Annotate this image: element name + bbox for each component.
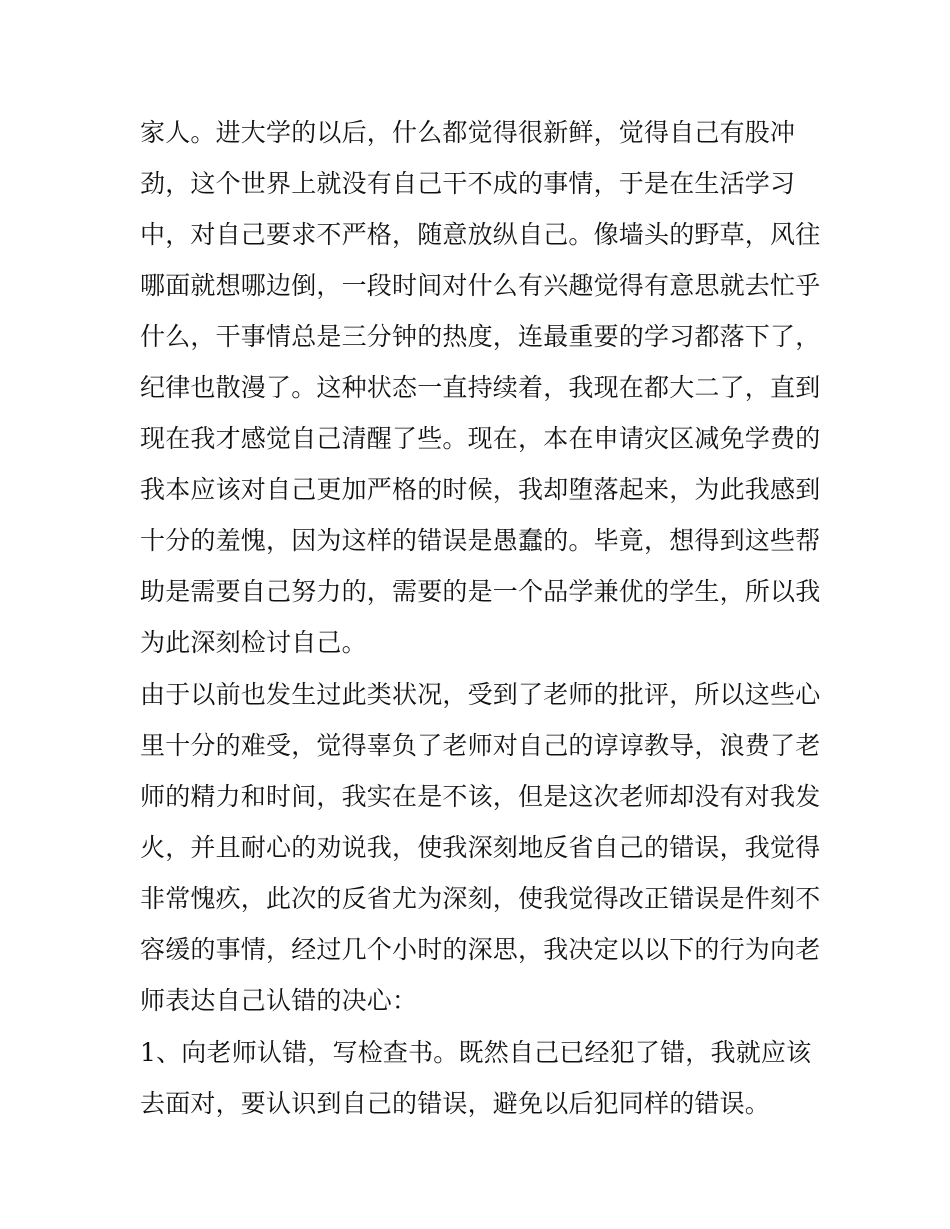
- text-line: 现在我才感觉自己清醒了些。现在，本在申请灾区减免学费的: [140, 424, 821, 453]
- text-line: 师表达自己认错的决心：: [140, 986, 418, 1015]
- text-line: 我本应该对自己更加严格的时候，我却堕落起来，为此我感到: [140, 475, 821, 504]
- text-line: 中，对自己要求不严格，随意放纵自己。像墙头的野草，风往: [140, 220, 821, 249]
- text-line: 为此深刻检讨自己。: [140, 628, 367, 657]
- text-line: 十分的羞愧，因为这样的错误是愚蠢的。毕竟，想得到这些帮: [140, 526, 821, 555]
- text-line: 火，并且耐心的劝说我，使我深刻地反省自己的错误，我觉得: [140, 833, 821, 862]
- text-line: 劲，这个世界上就没有自己干不成的事情，于是在生活学习: [140, 169, 796, 198]
- paragraph-2: [140, 669, 830, 1026]
- text-line: 容缓的事情，经过几个小时的深思，我决定以以下的行为向老: [140, 935, 821, 964]
- text-line: 去面对，要认识到自己的错误，避免以后犯同样的错误。: [140, 1089, 771, 1118]
- paragraph-3: [140, 1027, 830, 1129]
- text-line: 哪面就想哪边倒，一段时间对什么有兴趣觉得有意思就去忙乎: [140, 271, 821, 300]
- text-line: 什么，干事情总是三分钟的热度，连最重要的学习都落下了，: [140, 322, 821, 351]
- text-line: 由于以前也发生过此类状况，受到了老师的批评，所以这些心: [140, 680, 821, 709]
- text-line: 1、向老师认错，写检查书。既然自己已经犯了错，我就应该: [140, 1038, 812, 1067]
- text-line: 纪律也散漫了。这种状态一直持续着，我现在都大二了，直到: [140, 373, 821, 402]
- text-line: 家人。进大学的以后，什么都觉得很新鲜，觉得自己有股冲: [140, 118, 796, 147]
- text-line: 师的精力和时间，我实在是不该，但是这次老师却没有对我发: [140, 782, 821, 811]
- text-line: 里十分的难受，觉得辜负了老师对自己的谆谆教导，浪费了老: [140, 731, 821, 760]
- text-line: 非常愧疚，此次的反省尤为深刻，使我觉得改正错误是件刻不: [140, 884, 821, 913]
- text-line: 助是需要自己努力的，需要的是一个品学兼优的学生，所以我: [140, 577, 821, 606]
- document-body: [140, 107, 830, 1129]
- paragraph-1: [140, 107, 830, 668]
